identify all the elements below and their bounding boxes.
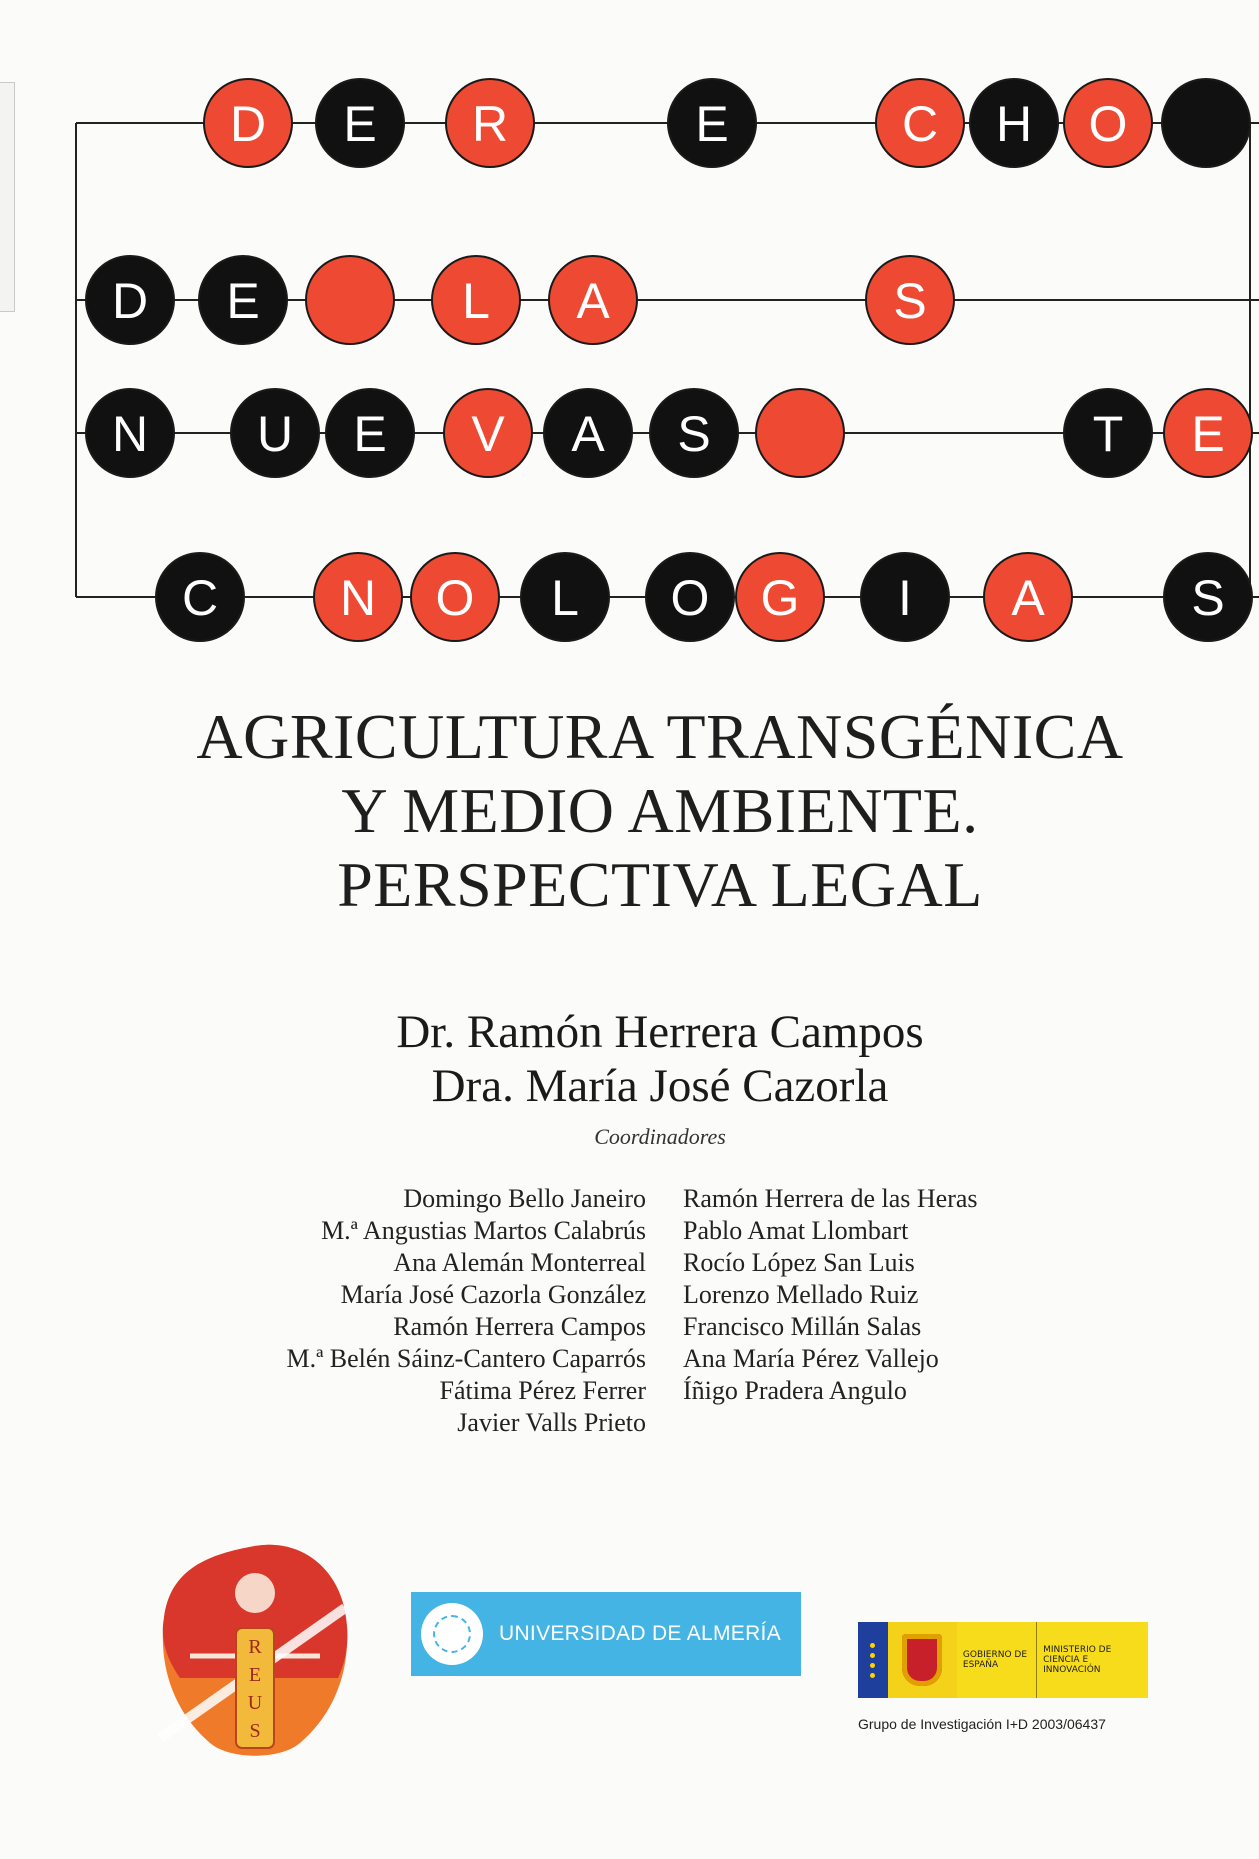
abacus-bead-letter: C <box>901 96 939 152</box>
abacus-bead-letter: L <box>462 273 490 329</box>
eu-star-icon <box>870 1673 875 1678</box>
abacus-bead-letter: O <box>435 570 475 626</box>
abacus-bead-letter: S <box>893 273 927 329</box>
contributor-name: María José Cazorla González <box>340 1280 646 1309</box>
abacus-bead <box>756 389 844 477</box>
title-line-2: Y MEDIO AMBIENTE. <box>341 775 979 846</box>
contributor-name: Ana María Pérez Vallejo <box>683 1344 939 1373</box>
research-group-grant: Grupo de Investigación I+D 2003/06437 <box>858 1716 1106 1732</box>
abacus-bead-letter: D <box>229 96 267 152</box>
abacus-bead-letter: C <box>181 570 219 626</box>
abacus-bead-letter: E <box>1191 406 1225 462</box>
abacus-bead-letter: E <box>353 406 387 462</box>
abacus-bead-letter: N <box>111 406 149 462</box>
abacus-bead-letter: G <box>760 570 800 626</box>
abacus-bead-letter: V <box>471 406 505 462</box>
editor-2: Dra. María José Cazorla <box>431 1060 889 1112</box>
abacus-bead-letter: D <box>111 273 149 329</box>
contributor-name: Lorenzo Mellado Ruiz <box>683 1280 919 1309</box>
reus-letter-s: S <box>249 1720 261 1742</box>
abacus-bead-letter: E <box>695 96 729 152</box>
coat-of-arms-shield <box>902 1634 942 1686</box>
reus-letter-r: R <box>248 1636 262 1658</box>
contributor-name: Javier Valls Prieto <box>457 1408 646 1437</box>
abacus-bead-letter: O <box>1088 96 1128 152</box>
abacus-bead-letter: S <box>1191 570 1225 626</box>
eu-star-icon <box>870 1663 875 1668</box>
editors-block <box>60 1005 1259 1113</box>
abacus-bead-letter: I <box>898 570 912 626</box>
university-name: UNIVERSIDAD DE ALMERÍA <box>499 1622 781 1645</box>
contributors-left-column <box>286 1183 646 1439</box>
abacus-bead-letter: A <box>571 406 605 462</box>
reus-crest-logo <box>150 1538 360 1768</box>
title-line-3: PERSPECTIVA LEGAL <box>337 849 983 920</box>
university-seal-icon <box>421 1603 483 1665</box>
eu-star-icon <box>870 1653 875 1658</box>
abacus-bead <box>306 256 394 344</box>
contributor-name: Ramón Herrera de las Heras <box>683 1184 978 1213</box>
abacus-bead-letter: T <box>1092 406 1124 462</box>
abacus-bead-letter: R <box>471 96 509 152</box>
abacus-bead-letter: O <box>670 570 710 626</box>
abacus-bead-letter: E <box>343 96 377 152</box>
contributor-name: M.ª Angustias Martos Calabrús <box>321 1216 646 1245</box>
series-logo-bead-abacus <box>0 0 1259 650</box>
contributor-name: Fátima Pérez Ferrer <box>439 1376 646 1405</box>
contributors-right-column <box>683 1183 978 1407</box>
abacus-bead <box>1162 79 1250 167</box>
reus-letter-e: E <box>248 1664 262 1686</box>
university-seal-ring <box>433 1615 471 1653</box>
editors-role-label: Coordinadores <box>594 1124 726 1149</box>
government-label: GOBIERNO DE ESPAÑA <box>957 1622 1037 1698</box>
gobierno-espana-logo <box>858 1622 1148 1698</box>
ministry-label: MINISTERIO DE CIENCIA E INNOVACIÓN <box>1037 1622 1148 1698</box>
contributor-name: Domingo Bello Janeiro <box>403 1184 646 1213</box>
contributor-name: Ana Alemán Monterreal <box>393 1248 646 1277</box>
reus-crest-sun <box>235 1573 275 1613</box>
reus-letter-u: U <box>247 1692 263 1714</box>
abacus-bead-letter: A <box>576 273 610 329</box>
abacus-bead-letter: A <box>1011 570 1045 626</box>
abacus-bead-letter: L <box>551 570 579 626</box>
contributor-name: M.ª Belén Sáinz-Cantero Caparrós <box>286 1344 646 1373</box>
contributor-name: Pablo Amat Llombart <box>683 1216 909 1245</box>
spain-coat-of-arms-icon <box>888 1622 957 1698</box>
abacus-bead-letter: S <box>677 406 711 462</box>
eu-flag-icon <box>858 1622 888 1698</box>
contributor-name: Ramón Herrera Campos <box>393 1312 646 1341</box>
editor-1: Dr. Ramón Herrera Campos <box>396 1006 924 1058</box>
contributor-name: Francisco Millán Salas <box>683 1312 922 1341</box>
contributor-name: Rocío López San Luis <box>683 1248 915 1277</box>
abacus-bead-letter: U <box>256 406 294 462</box>
universidad-almeria-logo <box>411 1592 801 1676</box>
abacus-bead-letter: H <box>995 96 1033 152</box>
eu-star-icon <box>870 1643 875 1648</box>
title-line-1: AGRICULTURA TRANSGÉNICA <box>196 701 1124 772</box>
abacus-bead-letter: N <box>339 570 377 626</box>
book-title <box>60 700 1259 922</box>
contributor-name: Íñigo Pradera Angulo <box>683 1376 907 1405</box>
abacus-bead-letter: E <box>226 273 260 329</box>
